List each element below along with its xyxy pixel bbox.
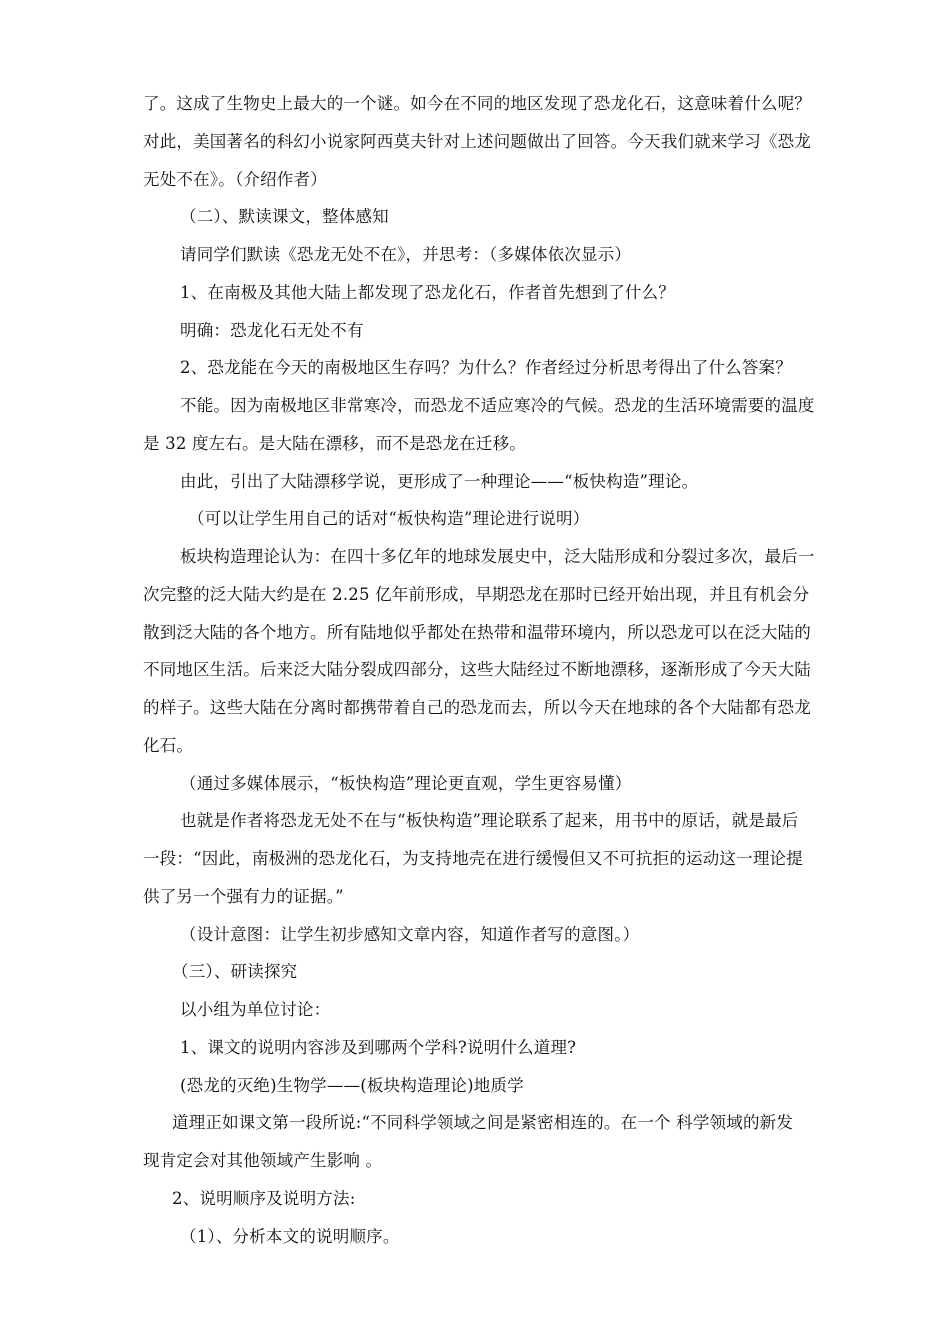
note-line: （可以让学生用自己的话对“板快构造”理论进行说明） <box>188 509 590 528</box>
text-line: 了。这成了生物史上最大的一个谜。如今在不同的地区发现了恐龙化石，这意味着什么呢？ <box>143 94 811 113</box>
answer-line: 不能。因为南极地区非常寒冷，而恐龙不适应寒冷的气候。恐龙的生活环境需要的温度 <box>180 396 815 415</box>
text-line: 也就是作者将恐龙无处不在与“板快构造”理论联系了起来，用书中的原话，就是最后 <box>180 811 799 830</box>
text-line: 次完整的泛大陆大约是在 2.25 亿年前形成，早期恐龙在那时已经开始出现，并且有机会分 <box>143 585 810 604</box>
question-line: 1、在南极及其他大陆上都发现了恐龙化石，作者首先想到了什么？ <box>180 283 675 302</box>
text-line: 无处不在》。（介绍作者） <box>143 170 327 189</box>
text-line: 板块构造理论认为：在四十多亿年的地球发展史中，泛大陆形成和分裂过多次，最后一 <box>180 547 815 566</box>
text-line: （1）、分析本文的说明顺序。 <box>180 1227 400 1246</box>
note-line: （通过多媒体展示，“板快构造”理论更直观，学生更容易懂） <box>180 774 632 793</box>
text-line: 的样子。这些大陆在分离时都携带着自己的恐龙而去，所以今天在地球的各个大陆都有恐龙 <box>143 698 811 717</box>
text-line: 一段：“因此，南极洲的恐龙化石，为支持地壳在进行缓慢但又不可抗拒的运动这一理论提 <box>143 849 803 868</box>
text-line: 化石。 <box>143 736 194 755</box>
text-line: 由此，引出了大陆漂移学说，更形成了一种理论——“板快构造”理论。 <box>180 472 699 491</box>
section-heading: （三）、研读探究 <box>172 962 298 981</box>
answer-line: (恐龙的灭绝)生物学——(板块构造理论)地质学 <box>180 1076 524 1095</box>
text-line: 散到泛大陆的各个地方。所有陆地似乎都处在热带和温带环境内，所以恐龙可以在泛大陆的 <box>143 623 811 642</box>
section-heading: （二）、默读课文，整体感知 <box>180 207 389 226</box>
note-line: （设计意图：让学生初步感知文章内容，知道作者写的意图。） <box>180 925 640 944</box>
text-line: 请同学们默读《恐龙无处不在》，并思考：（多媒体依次显示） <box>180 245 632 264</box>
text-line: 以小组为单位讨论： <box>180 1000 331 1019</box>
text-line: 供了另一个强有力的证据。” <box>143 887 344 906</box>
question-line: 2、恐龙能在今天的南极地区生存吗？为什么？作者经过分析思考得出了什么答案？ <box>180 358 792 377</box>
answer-line: 明确：恐龙化石无处不有 <box>180 321 364 340</box>
text-line: 不同地区生活。后来泛大陆分裂成四部分，这些大陆经过不断地漂移，逐渐形成了今天大陆 <box>143 660 811 679</box>
question-line: 2、说明顺序及说明方法: <box>172 1189 356 1208</box>
text-line: 现肯定会对其他领域产生影响 。 <box>143 1151 383 1170</box>
text-line: 道理正如课文第一段所说:“不同科学领域之间是紧密相连的。在一个 科学领域的新发 <box>172 1113 794 1132</box>
text-line: 是 32 度左右。是大陆在漂移，而不是恐龙在迁移。 <box>143 434 526 453</box>
text-line: 对此，美国著名的科幻小说家阿西莫夫针对上述问题做出了回答。今天我们就来学习《恐龙 <box>143 132 811 151</box>
question-line: 1、课文的说明内容涉及到哪两个学科?说明什么道理? <box>180 1038 577 1057</box>
